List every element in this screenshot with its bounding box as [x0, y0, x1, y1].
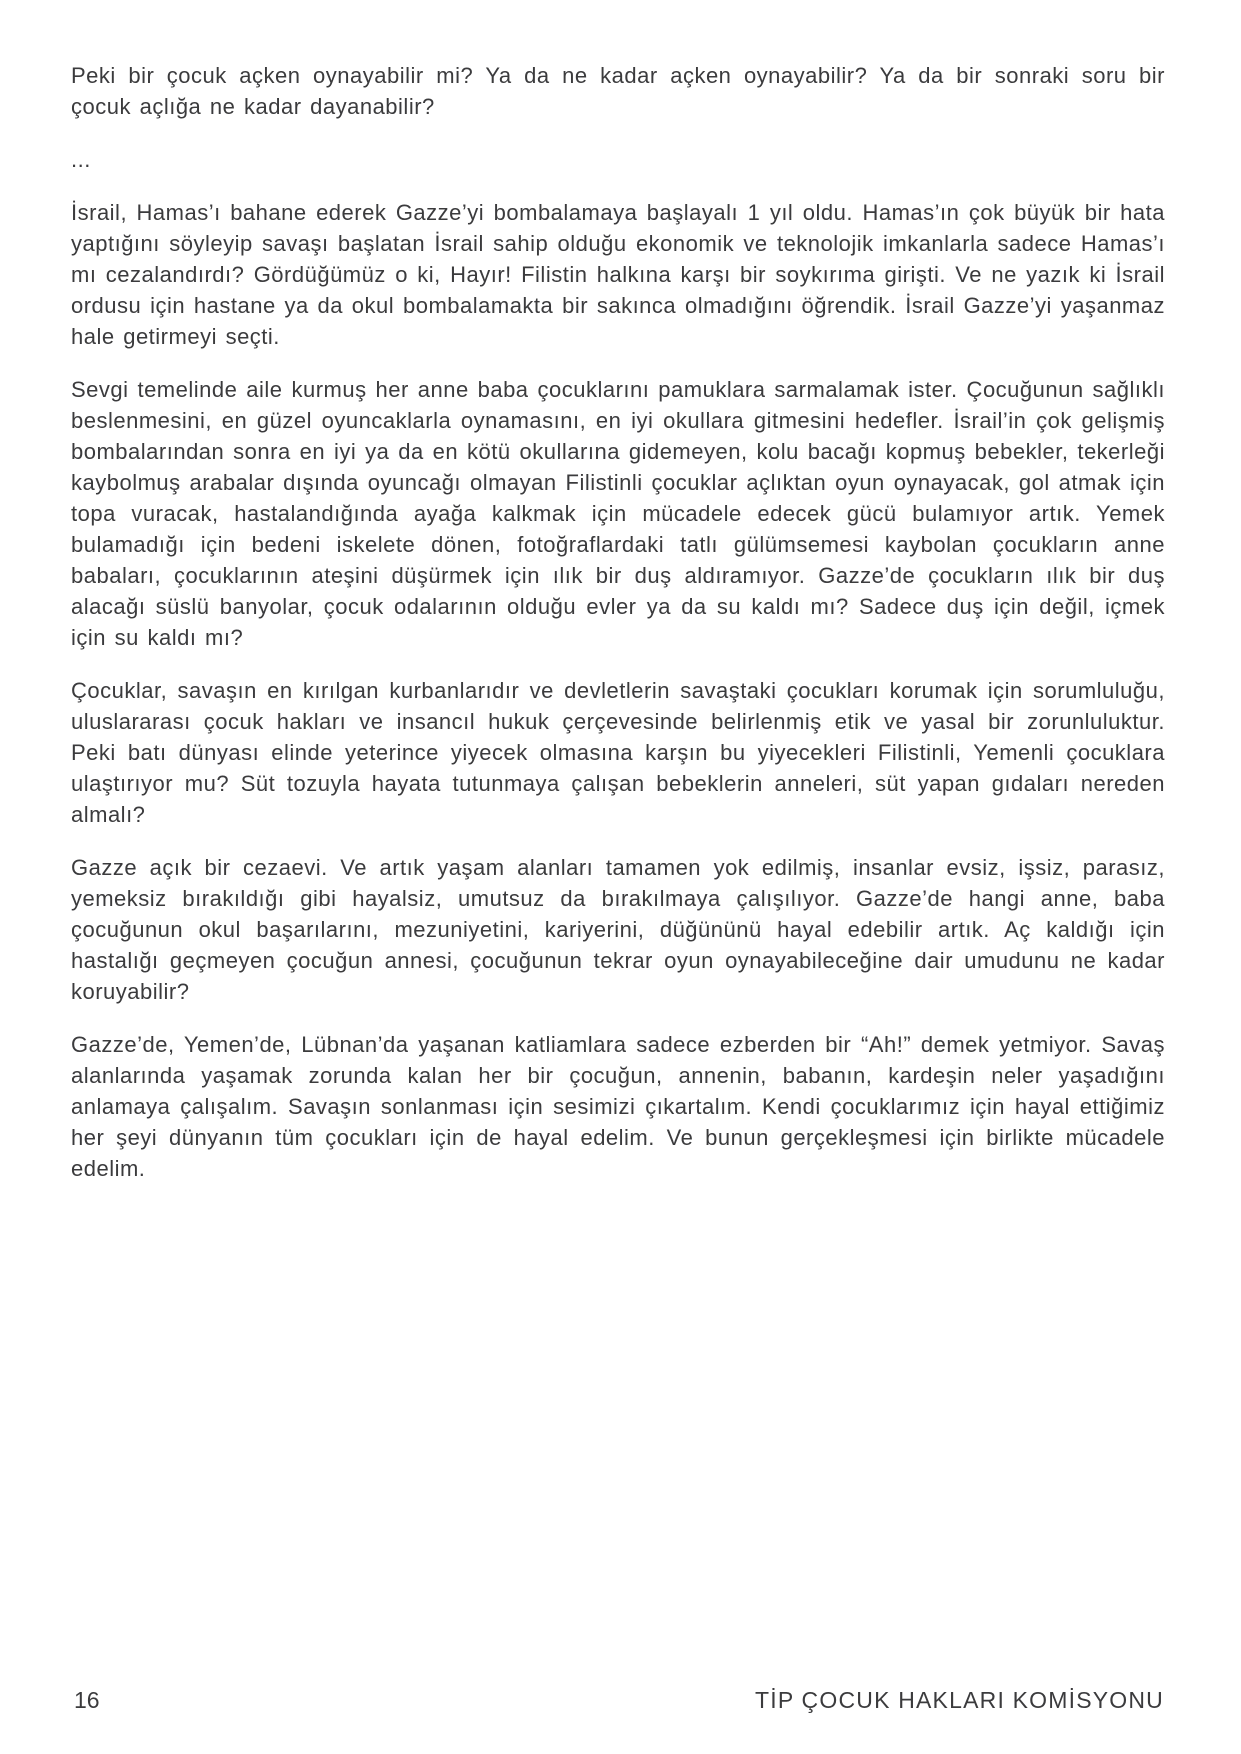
- page-footer: [74, 1687, 1164, 1714]
- page-number: 16: [74, 1687, 100, 1713]
- paragraph-gazze-yemen-lubnan: Gazze’de, Yemen’de, Lübnan’da yaşanan katliamlara sadece ezberden bir “Ah!” demek yetmiyor. Savaş alanlarında yaşamak zorunda kalan her bir çocuğun, annenin, babanın, kardeşin neler yaşadığını anlamaya çalışalım. Savaşın sonlanması için sesimizi çıkartalım. Kendi çocuklarımız için hayal ettiğimiz her şeyi dünyanın tüm çocukları için de hayal edelim. Ve bunun gerçekleşmesi için birlikte mücadele edelim.: [71, 1032, 1165, 1181]
- paragraph-cocuklar-savasin: Çocuklar, savaşın en kırılgan kurbanlarıdır ve devletlerin savaştaki çocukları korumak için sorumluluğu, uluslararası çocuk hakları ve insancıl hukuk çerçevesinde belirlenmiş etik ve yasal bir zorunluluktur. Peki batı dünyası elinde yeterince yiyecek olmasına karşın bu yiyecekleri Filistinli, Yemenli çocuklara ulaştırıyor mu? Süt tozuyla hayata tutunmaya çalışan bebeklerin anneleri, süt yapan gıdaları nereden almalı?: [71, 678, 1165, 827]
- paragraph-questions: Peki bir çocuk açken oynayabilir mi? Ya da ne kadar açken oynayabilir? Ya da bir sonraki soru bir çocuk açlığa ne kadar dayanabilir?: [71, 63, 1165, 119]
- paragraph-sevgi-temelinde: Sevgi temelinde aile kurmuş her anne baba çocuklarını pamuklara sarmalamak ister. Çocuğunun sağlıklı beslenmesini, en güzel oyuncaklarla oynamasını, en iyi okullara gitmesini hedefler. İsrail’in çok gelişmiş bombalarından sonra en iyi ya da en kötü okullarına gidemeyen, kolu bacağı kopmuş bebekler, tekerleği kaybolmuş arabalar dışında oyuncağı olmayan Filistinli çocuklar açlıktan oyun oynayacak, gol atmak için topa vuracak, hastalandığında ayağa kalkmak için mücadele edecek gücü bulamıyor artık. Yemek bulamadığı için bedeni iskelete dönen, fotoğraflardaki tatlı gülümsemesi kaybolan çocukların anne babaları, çocuklarının ateşini düşürmek için ılık bir duş aldıramıyor. Gazze’de çocukların ılık bir duş alacağı süslü banyolar, çocuk odalarının olduğu evler ya da su kaldı mı? Sadece duş için değil, içmek için su kaldı mı?: [71, 377, 1165, 650]
- paragraph-ellipsis: ...: [71, 147, 91, 172]
- footer-organization: TİP ÇOCUK HAKLARI KOMİSYONU: [755, 1687, 1164, 1713]
- paragraph-gazze-cezaevi: Gazze açık bir cezaevi. Ve artık yaşam alanları tamamen yok edilmiş, insanlar evsiz, işsiz, parasız, yemeksiz bırakıldığı gibi hayalsiz, umutsuz da bırakılmaya çalışılıyor. Gazze’de hangi anne, baba çocuğunun okul başarılarını, mezuniyetini, kariyerini, düğününü hayal edebilir artık. Aç kaldığı için hastalığı geçmeyen çocuğun annesi, çocuğunun tekrar oyun oynayabileceğine dair umudunu ne kadar koruyabilir?: [71, 855, 1165, 1004]
- page-body: [71, 60, 1165, 1206]
- paragraph-israil-hamas: İsrail, Hamas’ı bahane ederek Gazze’yi bombalamaya başlayalı 1 yıl oldu. Hamas’ın çok büyük bir hata yaptığını söyleyip savaşı başlatan İsrail sahip olduğu ekonomik ve teknolojik imkanlarla sadece Hamas’ı mı cezalandırdı? Gördüğümüz o ki, Hayır! Filistin halkına karşı bir soykırıma girişti. Ve ne yazık ki İsrail ordusu için hastane ya da okul bombalamakta bir sakınca olmadığını öğrendik. İsrail Gazze’yi yaşanmaz hale getirmeyi seçti.: [71, 200, 1165, 349]
